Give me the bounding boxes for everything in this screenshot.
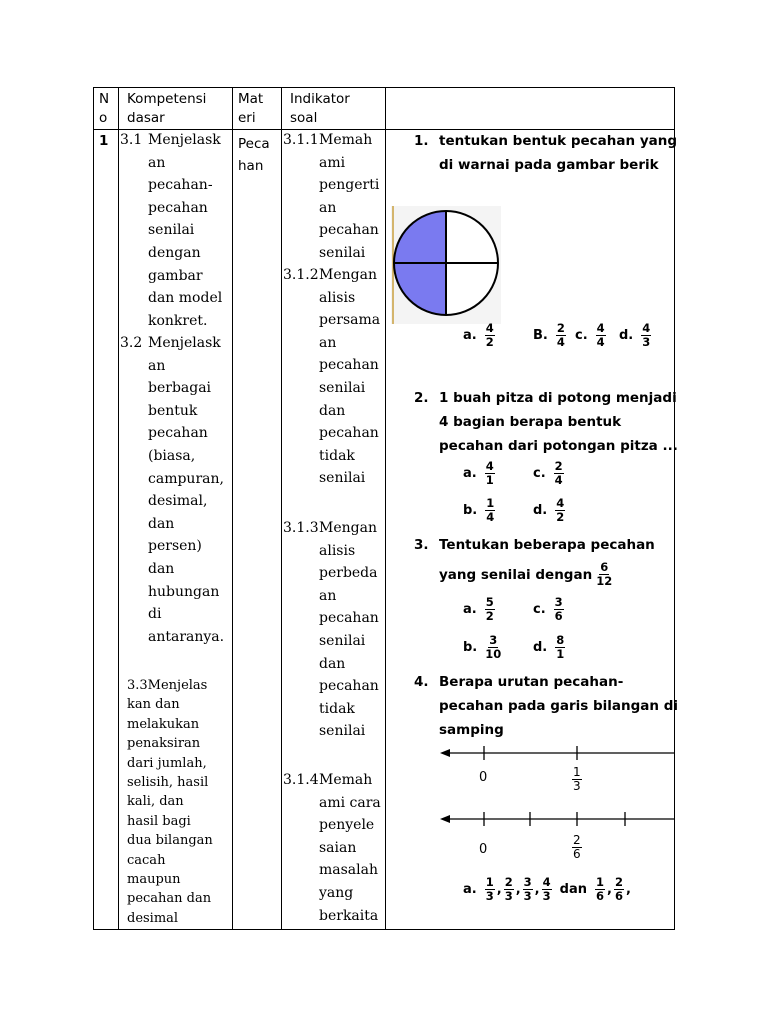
indikator-line: an — [319, 587, 337, 604]
q1-option-c[interactable] — [575, 322, 608, 349]
kompetensi-line: an — [148, 154, 166, 171]
indikator-line: Memah — [319, 132, 373, 148]
option-label: b. — [463, 503, 478, 518]
indikator-line: senilai — [319, 244, 366, 261]
kompetensi-line: penaksiran — [127, 736, 201, 752]
question-line: pecahan pada garis bilangan di — [439, 698, 679, 714]
kompetensi-line: persen) — [148, 538, 202, 555]
q3-option-c[interactable] — [533, 596, 566, 623]
q3-option-a[interactable] — [463, 596, 497, 623]
numerator: 4 — [642, 321, 651, 335]
kompetensi-3-3 — [127, 676, 213, 928]
option-label: c. — [533, 466, 546, 481]
option-label: a. — [463, 882, 477, 897]
row-number: 1 — [99, 133, 109, 149]
table-border-left — [93, 87, 94, 930]
denominator: 4 — [486, 510, 495, 524]
question-1 — [414, 129, 677, 177]
indikator-line: an — [319, 199, 337, 216]
denominator: 12 — [596, 574, 613, 588]
kompetensi-line: dan model — [148, 290, 223, 307]
numerator: 4 — [485, 459, 494, 473]
question-line: 1 buah pitza di potong menjadi — [439, 390, 677, 406]
indikator-line: pecahan — [319, 222, 379, 239]
kompetensi-line: selisih, hasil — [127, 775, 209, 791]
indikator-line: pecahan — [319, 610, 379, 627]
number-line-2-fraction — [570, 834, 584, 861]
numerator: 2 — [573, 833, 581, 847]
indikator-line: berkaita — [319, 907, 379, 924]
indikator-line: penyele — [319, 817, 375, 834]
kompetensi-line: desimal, — [148, 493, 208, 510]
kompetensi-line: hubungan — [148, 583, 220, 600]
kompetensi-line: berbagai — [148, 380, 212, 397]
numerator: 3 — [523, 875, 532, 889]
circle-fraction-figure — [391, 206, 501, 324]
materi-cell: Peca han — [238, 136, 270, 174]
kompetensi-line: melakukan — [127, 716, 200, 732]
option-label: c. — [575, 328, 588, 343]
denominator: 1 — [556, 647, 565, 661]
kompetensi-line: kali, dan — [127, 794, 184, 810]
header-indikator: Indikator soal — [290, 91, 350, 126]
col-divider-1 — [118, 87, 119, 930]
q1-option-d[interactable] — [619, 322, 653, 349]
indikator-line: Mengan — [319, 267, 377, 283]
table-border-right — [674, 87, 675, 930]
kompetensi-line: antaranya. — [148, 628, 225, 645]
question-number: 3. — [414, 537, 429, 553]
indikator-line: persama — [319, 312, 381, 329]
kompetensi-line: dua bilangan — [127, 833, 213, 849]
indikator-code: 3.1.2 — [283, 267, 319, 283]
table-border-bottom — [93, 929, 675, 930]
option-label: B. — [533, 328, 548, 343]
question-line: 4 bagian berapa bentuk — [439, 414, 622, 430]
question-number: 4. — [414, 674, 429, 690]
option-label: a. — [463, 466, 477, 481]
question-line: pecahan dari potongan pitza ... — [439, 438, 678, 454]
kompetensi-line: campuran, — [148, 470, 224, 487]
number-line-2-zero: 0 — [479, 842, 488, 857]
option-label: a. — [463, 328, 477, 343]
indikator-line: senilai — [319, 470, 366, 487]
question-4 — [414, 670, 678, 742]
indikator-line: tidak — [319, 700, 355, 717]
denominator: 4 — [596, 335, 605, 349]
indikator-line: senilai — [319, 632, 366, 649]
indikator-line: alisis — [319, 289, 356, 306]
indikator-line: an — [319, 334, 337, 351]
indikator-3-1-3 — [283, 517, 379, 743]
kompetensi-line: 3.3Menjelas — [127, 678, 208, 693]
kompetensi-line: pecahan — [148, 199, 208, 216]
option-label: c. — [533, 602, 546, 617]
kompetensi-line: dengan — [148, 244, 201, 261]
option-label: d. — [533, 640, 548, 655]
denominator: 3 — [504, 889, 513, 903]
indikator-line: senilai — [319, 723, 366, 740]
denominator: 6 — [554, 609, 563, 623]
denominator: 2 — [485, 609, 494, 623]
kompetensi-line: hasil bagi — [127, 813, 191, 829]
header-no: N o — [99, 91, 110, 126]
indikator-line: tidak — [319, 447, 355, 464]
q2-option-d[interactable] — [533, 497, 567, 524]
numerator: 2 — [554, 459, 563, 473]
kompetensi-line: (biasa, — [148, 447, 196, 464]
indikator-3-1-4 — [283, 769, 381, 927]
question-number: 1. — [414, 133, 429, 149]
indikator-line: ami cara — [319, 794, 381, 811]
kompetensi-line: desimal — [127, 910, 179, 926]
denominator: 1 — [485, 473, 494, 487]
indikator-code: 3.1.4 — [283, 772, 319, 788]
number-line-2 — [440, 810, 674, 830]
question-number: 2. — [414, 390, 429, 406]
numerator: 8 — [556, 633, 565, 647]
kompetensi-line: an — [148, 357, 166, 374]
indikator-line: ami — [319, 154, 346, 171]
kompetensi-3-1 — [120, 129, 222, 332]
kompetensi-line: pecahan dan — [127, 891, 212, 907]
indikator-line: senilai — [319, 379, 366, 396]
numerator: 1 — [485, 875, 494, 889]
kompetensi-line: cacah — [127, 852, 166, 868]
q1-option-b[interactable] — [533, 322, 568, 349]
kompetensi-line: bentuk — [148, 402, 198, 419]
indikator-line: pecahan — [319, 357, 379, 374]
numerator: 1 — [595, 875, 604, 889]
denominator: 4 — [554, 473, 563, 487]
q3-option-d[interactable] — [533, 634, 567, 661]
numerator: 2 — [614, 875, 623, 889]
denominator: 3 — [573, 779, 581, 793]
q2-option-a[interactable] — [463, 460, 497, 487]
indikator-line: saian — [319, 839, 357, 856]
question-line: yang senilai dengan — [439, 566, 593, 583]
kompetensi-line: senilai — [148, 222, 195, 239]
option-label: b. — [463, 640, 478, 655]
number-line-1 — [440, 744, 674, 764]
kompetensi-line: pecahan- — [148, 177, 213, 194]
numerator: 2 — [556, 321, 565, 335]
question-line: tentukan bentuk pecahan yang — [439, 133, 678, 149]
indikator-line: pengerti — [319, 177, 380, 194]
numerator: 4 — [485, 321, 494, 335]
numerator: 5 — [485, 595, 494, 609]
numerator: 3 — [554, 595, 563, 609]
numerator: 2 — [504, 875, 513, 889]
kompetensi-line: gambar — [148, 267, 203, 284]
option-label: d. — [619, 328, 634, 343]
q2-option-c[interactable] — [533, 460, 566, 487]
denominator: 3 — [542, 889, 551, 903]
question-line: di warnai pada gambar berik — [439, 157, 659, 173]
kompetensi-line: pecahan — [148, 425, 208, 442]
header-materi: Mat eri — [238, 91, 264, 126]
option-label: a. — [463, 602, 477, 617]
question-line: Berapa urutan pecahan- — [439, 674, 624, 690]
kompetensi-code: 3.1 — [120, 132, 143, 148]
table-border-top — [93, 87, 675, 88]
numerator: 1 — [573, 765, 581, 779]
indikator-line: Memah — [319, 772, 373, 788]
kompetensi-3-2 — [120, 332, 224, 648]
denominator: 3 — [642, 335, 651, 349]
q1-option-a[interactable] — [463, 322, 497, 349]
col-divider-3 — [281, 87, 282, 930]
denominator: 3 — [523, 889, 532, 903]
kompetensi-line: Menjelask — [148, 132, 221, 148]
kompetensi-line: dan — [148, 560, 175, 577]
kompetensi-line: di — [148, 606, 162, 623]
option-label: d. — [533, 503, 548, 518]
denominator: 6 — [573, 847, 581, 861]
numerator: 1 — [486, 496, 495, 510]
question-line: samping — [439, 722, 504, 738]
indikator-line: masalah — [319, 862, 378, 879]
dan-text: dan — [559, 882, 587, 897]
kompetensi-line: dari jumlah, — [127, 755, 207, 771]
numerator: 4 — [556, 496, 565, 510]
q2-option-b[interactable] — [463, 497, 497, 524]
denominator: 6 — [595, 889, 604, 903]
target-fraction — [596, 561, 612, 588]
indikator-line: pecahan — [319, 678, 379, 695]
denominator: 6 — [614, 889, 623, 903]
kompetensi-line: dan — [148, 515, 175, 532]
indikator-line: perbeda — [319, 565, 378, 582]
indikator-line: yang — [319, 884, 354, 901]
kompetensi-line: maupun — [127, 872, 181, 888]
q4-option-a[interactable]: a. $\frac{1}{3}$ , $\frac{2}{3}$ , $\frac{3}{3}$ , $\frac{4}{3}$ dan $\frac{1}{6}$ , $\frac{2}{6}$ , — [463, 875, 631, 903]
indikator-code: 3.1.1 — [283, 132, 319, 148]
numerator: 4 — [596, 321, 605, 335]
indikator-code: 3.1.3 — [283, 520, 319, 536]
indikator-line: pecahan — [319, 425, 379, 442]
numerator: 3 — [489, 633, 498, 647]
denominator: 3 — [485, 889, 494, 903]
col-divider-2 — [232, 87, 233, 930]
q3-option-b[interactable] — [463, 634, 503, 661]
indikator-3-1-2 — [283, 264, 380, 490]
question-2 — [414, 386, 678, 458]
header-kompetensi: Kompetensi dasar — [127, 91, 207, 126]
indikator-3-1-1 — [283, 129, 379, 265]
indikator-line: alisis — [319, 542, 356, 559]
denominator: 2 — [485, 335, 494, 349]
indikator-line: dan — [319, 655, 346, 672]
kompetensi-line: Menjelask — [148, 335, 221, 351]
kompetensi-code: 3.2 — [120, 335, 143, 351]
number-line-1-zero: 0 — [479, 770, 488, 785]
col-divider-4 — [385, 87, 386, 930]
denominator: 2 — [556, 510, 565, 524]
kompetensi-line: kan dan — [127, 697, 180, 713]
indikator-line: dan — [319, 402, 346, 419]
numerator: 4 — [542, 875, 551, 889]
numerator: 6 — [600, 560, 609, 574]
denominator: 10 — [485, 647, 502, 661]
denominator: 4 — [556, 335, 565, 349]
kompetensi-line: konkret. — [148, 312, 208, 329]
question-line: Tentukan beberapa pecahan — [439, 537, 655, 553]
number-line-1-fraction — [570, 766, 584, 793]
indikator-line: Mengan — [319, 520, 377, 536]
question-3 — [414, 533, 655, 588]
